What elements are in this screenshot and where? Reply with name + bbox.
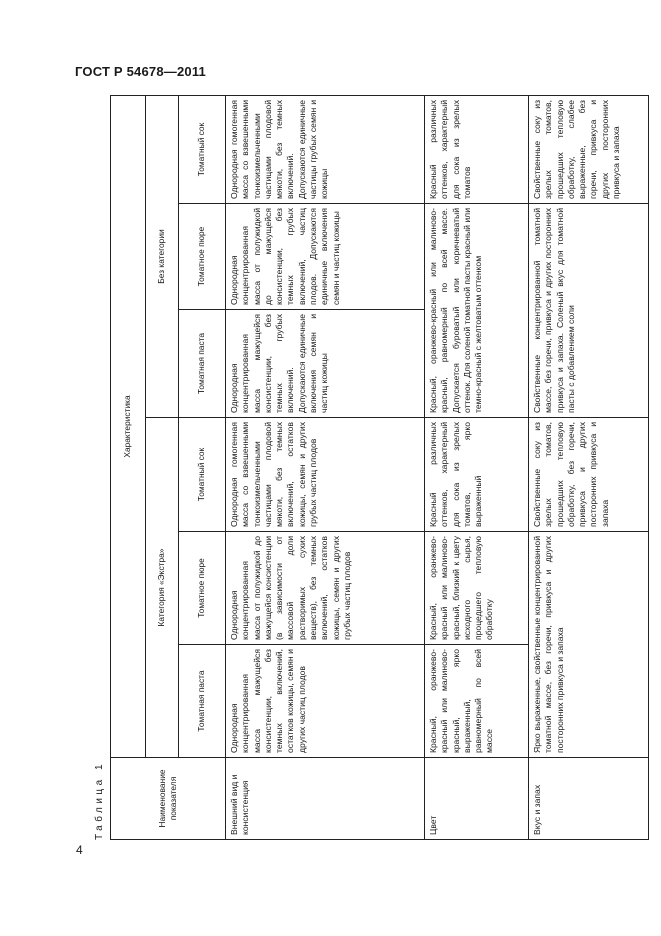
- table-cell: Ярко выраженные, свойственные концентрированной томатной массе, без горечи, привкуса и других посторонних привкуса и запаха: [529, 532, 649, 758]
- characteristics-table: [110, 95, 649, 840]
- header-puree: Томатное пюре: [179, 204, 226, 310]
- row-name: Вкус и запах: [529, 758, 649, 840]
- row-name: Внешний вид и консистенция: [226, 758, 425, 840]
- header-category-extra: Категория «Экстра»: [146, 418, 179, 758]
- document-header: ГОСТ Р 54678—2011: [75, 64, 206, 79]
- table-cell: Красный различных оттенков, характерный для сока из зрелых томатов: [425, 95, 529, 203]
- table-cell: Однородная концентрированная масса мажущейся консистенции, без темных грубых включений. Допускаются единичные включения семян и частиц кожицы: [226, 310, 425, 418]
- table-cell: Однородная гомогенная масса со взвешенными тонкоизмельченными частицами плодовой мякоти, без темных включений, остатков кожицы, семян и других грубых частиц плодов: [226, 418, 425, 532]
- table-cell: Красный, оранжево-красный или малиново-красный, ярко выраженный, равномерный по всей массе: [425, 645, 529, 758]
- table-cell: Свойственные соку из зрелых томатов, прошедших тепловую обработку, без горечи, привкуса и других посторонних привкуса и запаха: [529, 418, 649, 532]
- header-paste: Томатная паста: [179, 310, 226, 418]
- table-cell: Однородная концентрированная масса от полужидкой до мажущейся консистенции (в зависимости от массовой доли растворимых сухих веществ), без темных включений, остатков кожицы, семян и других грубых частиц плодов: [226, 532, 425, 645]
- header-juice: Томатный сок: [179, 418, 226, 532]
- table-cell: Однородная концентрированная масса от полужидкой до мажущейся консистенции, без темных грубых включений, частиц плодов. Допускаются единичные включения семян и частиц кожицы: [226, 204, 425, 310]
- header-juice: Томатный сок: [179, 95, 226, 203]
- rotated-table-area: [93, 96, 622, 840]
- row-name: Цвет: [425, 758, 529, 840]
- header-row: [111, 95, 146, 839]
- header-puree: Томатное пюре: [179, 532, 226, 645]
- table-cell: Свойственные соку из зрелых томатов, прошедших тепловую обработку, слабее выраженные, без горечи, привкуса и других посторонних привкуса и запаха: [529, 95, 649, 203]
- table-row: [226, 95, 425, 839]
- table-row: [425, 95, 529, 839]
- table-cell: Красный, оранжево-красный или малиново-красный, равномерный по всей массе. Допускается буроватый или коричневатый оттенок. Для соленой томатной пасты красный или темно-красный с желтоватым оттенком: [425, 204, 529, 418]
- table-cell: Красный различных оттенков, характерный для сока из зрелых томатов, ярко выраженный: [425, 418, 529, 532]
- header-indicator: Наименование показателя: [111, 758, 226, 840]
- table-cell: Свойственные концентрированной томатной массе, без горечи, привкуса и других посторонних привкуса и запаха. Соленый вкус для томатной пасты с добавлением соли: [529, 204, 649, 418]
- table-container: [93, 96, 622, 840]
- table-cell: Однородная концентрированная масса мажущейся консистенции, без темных включений, остатков кожицы, семян и других частиц плодов: [226, 645, 425, 758]
- table-row: [529, 95, 649, 839]
- table-cell: Красный, оранжево-красный или малиново-красный, близкий к цвету исходного сырья, процедшего тепловую обработку: [425, 532, 529, 645]
- header-paste: Томатная паста: [179, 645, 226, 758]
- table-caption: Таблица 1: [94, 760, 105, 840]
- table-cell: Однородная гомогенная масса со взвешенными тонкоизмельченными частицами плодовой мякоти, без темных включений. Допускаются единичные частицы грубых семян и кожицы: [226, 95, 425, 203]
- header-row: [146, 95, 179, 839]
- header-row: [179, 95, 226, 839]
- header-no-category: Без категории: [146, 95, 179, 417]
- page-number: 4: [76, 843, 83, 857]
- header-characteristic: Характеристика: [111, 95, 146, 757]
